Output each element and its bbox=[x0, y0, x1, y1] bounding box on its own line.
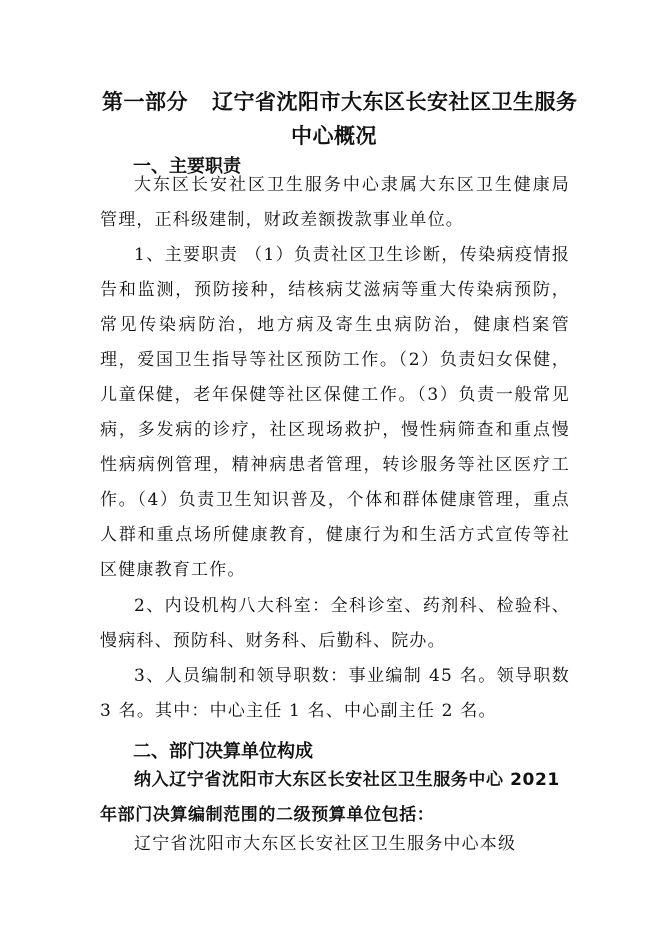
paragraph-departments: 2、内设机构八大科室：全科诊室、药剂科、检验科、慢病科、预防科、财务科、后勤科、院办。 bbox=[100, 596, 570, 651]
section-heading-main-duties: 一、主要职责 bbox=[133, 156, 241, 177]
paragraph-duties: 1、主要职责 （1）负责社区卫生诊断，传染病疫情报告和监测，预防接种，结核病艾滋病等重大传染病预防，常见传染病防治，地方病及寄生虫病防治，健康档案管理，爱国卫生指导等社区预防工作。（2）负责妇女保健，儿童保健，老年保健等社区保健工作。（3）负责一般常见病，多发病的诊疗，社区现场救护，慢性病筛查和重点慢性病病例管理，精神病患者管理，转诊服务等社区医疗工作。（4）负责卫生知识普及，个体和群体健康管理，重点人群和重点场所健康教育，健康行为和生活方式宣传等社区健康教育工作。 bbox=[100, 245, 570, 580]
title-part-label: 第一部分 bbox=[102, 90, 188, 114]
paragraph-unit-list: 辽宁省沈阳市大东区长安社区卫生服务中心本级 bbox=[134, 834, 517, 854]
paragraph-budget-scope: 纳入辽宁省沈阳市大东区长安社区卫生服务中心 2021 年部门决算编制范围的二级预算单位包括： bbox=[100, 770, 560, 825]
document-title-line1 bbox=[96, 86, 578, 116]
document-title-line2: 中心概况 bbox=[291, 124, 377, 148]
section-heading-unit-composition: 二、部门决算单位构成 bbox=[133, 741, 313, 762]
paragraph-intro: 大东区长安社区卫生服务中心隶属大东区卫生健康局管理，正科级建制，财政差额拨款事业单位。 bbox=[100, 175, 570, 230]
paragraph-staffing: 3、人员编制和领导职数：事业编制 45 名。领导职数 3 名。其中：中心主任 1 名、中心副主任 2 名。 bbox=[100, 666, 570, 721]
title-unit-name: 辽宁省沈阳市大东区长安社区卫生服务 bbox=[212, 90, 578, 114]
